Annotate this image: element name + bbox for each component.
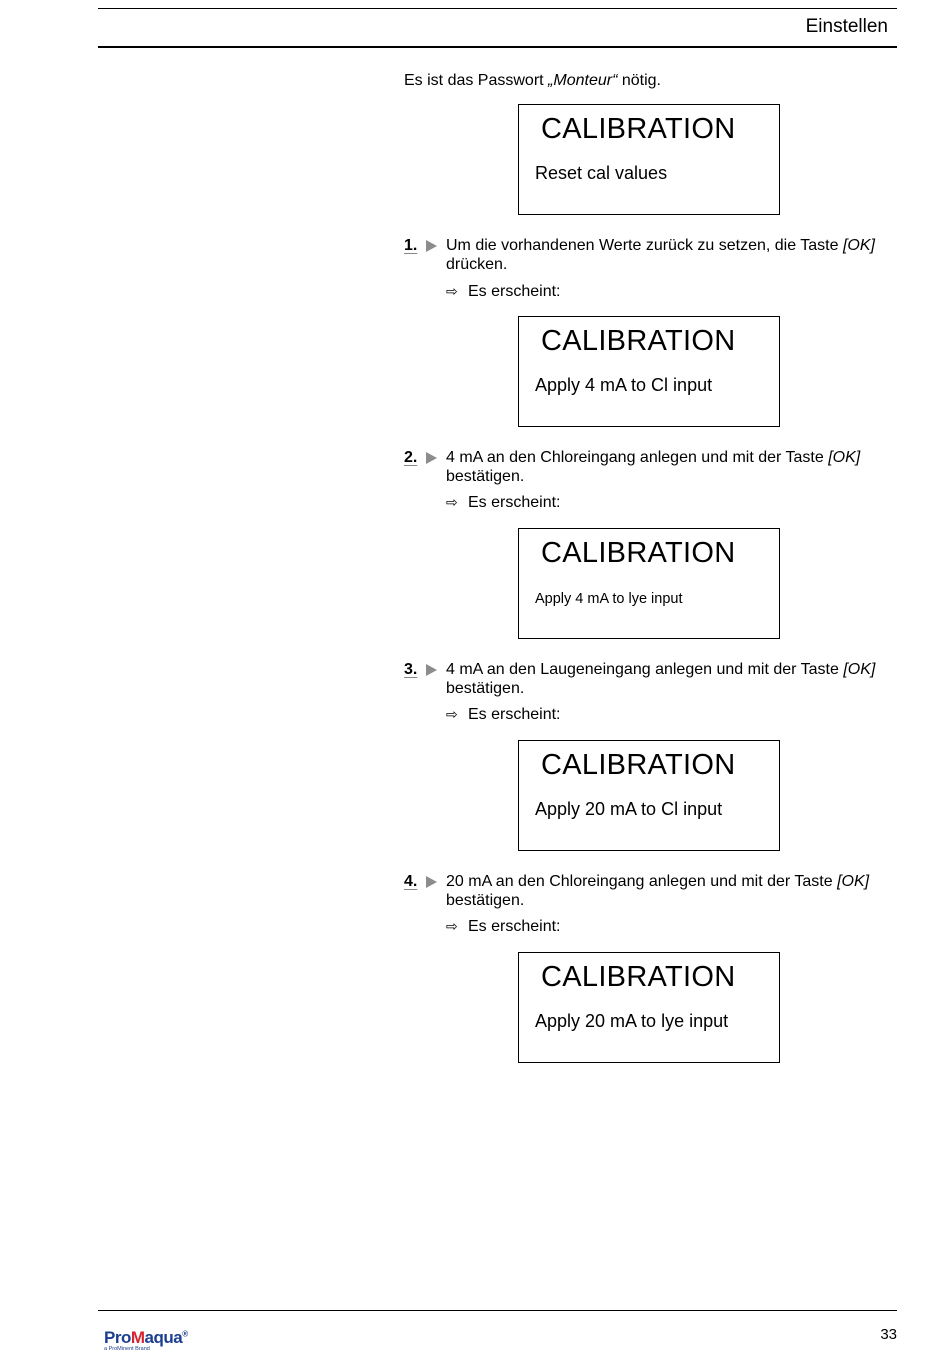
ok-key-label: [OK]	[842, 237, 875, 254]
ok-key-label: [OK]	[828, 449, 861, 466]
display-line: Apply 4 mA to Cl input	[535, 375, 713, 395]
section-title: Einstellen	[805, 16, 888, 37]
ok-key-label: [OK]	[837, 873, 870, 890]
calibration-display	[518, 740, 780, 851]
step-text	[446, 660, 901, 698]
logo-aqua: aqua	[144, 1328, 183, 1347]
calibration-display	[518, 952, 780, 1063]
step-instruction: Um die vorhandenen Werte zurück zu setzen, die Taste	[446, 237, 843, 254]
result-arrow-icon: ⇨	[446, 283, 458, 299]
top-rule	[98, 8, 897, 9]
step-instruction-end: bestätigen.	[446, 468, 525, 485]
logo-m: M	[130, 1328, 145, 1347]
result-text: Es erscheint:	[468, 918, 561, 935]
display-title: CALIBRATION	[541, 537, 736, 569]
result-text: Es erscheint:	[468, 494, 561, 511]
step-text	[446, 448, 901, 486]
step-instruction: 4 mA an den Chloreingang anlegen und mit der Taste	[446, 449, 829, 466]
result-arrow-icon: ⇨	[446, 918, 458, 934]
header-rule	[98, 46, 897, 48]
step-instruction-end: drücken.	[446, 256, 508, 273]
page-number: 33	[880, 1326, 897, 1343]
step-arrow-icon	[426, 664, 437, 676]
password-note-text: Es ist das Passwort	[404, 72, 549, 89]
display-title: CALIBRATION	[541, 961, 736, 993]
step-instruction: 4 mA an den Laugeneingang anlegen und mit der Taste	[446, 661, 844, 678]
step-instruction-end: bestätigen.	[446, 680, 525, 697]
step-result	[446, 283, 560, 301]
logo-registered: ®	[182, 1329, 188, 1339]
calibration-display	[518, 316, 780, 427]
step-arrow-icon	[426, 452, 437, 464]
step-number: 1.	[404, 237, 418, 254]
ok-key-label: [OK]	[843, 661, 876, 678]
result-text: Es erscheint:	[468, 706, 561, 723]
promaqua-logo	[104, 1328, 188, 1352]
step-arrow-icon	[426, 240, 437, 252]
display-line: Apply 4 mA to lye input	[535, 591, 683, 607]
display-title: CALIBRATION	[541, 113, 736, 145]
step-result	[446, 918, 560, 936]
step-text	[446, 872, 901, 910]
logo-wordmark	[104, 1328, 188, 1348]
logo-pro: Pro	[104, 1328, 131, 1347]
step-result	[446, 706, 560, 724]
display-line: Apply 20 mA to Cl input	[535, 799, 723, 819]
calibration-display	[518, 104, 780, 215]
step-text	[446, 236, 901, 274]
step-number: 2.	[404, 449, 418, 466]
step-number: 3.	[404, 661, 418, 678]
display-title: CALIBRATION	[541, 749, 736, 781]
password-note	[404, 72, 661, 90]
footer-rule	[98, 1310, 897, 1311]
calibration-display	[518, 528, 780, 639]
display-title: CALIBRATION	[541, 325, 736, 357]
step-number: 4.	[404, 873, 418, 890]
display-line: Apply 20 mA to lye input	[535, 1011, 729, 1031]
display-line: Reset cal values	[535, 163, 668, 183]
step-arrow-icon	[426, 876, 437, 888]
result-text: Es erscheint:	[468, 283, 561, 300]
result-arrow-icon: ⇨	[446, 706, 458, 722]
step-result	[446, 494, 560, 512]
result-arrow-icon: ⇨	[446, 494, 458, 510]
step-instruction-end: bestätigen.	[446, 892, 525, 909]
step-instruction: 20 mA an den Chloreingang anlegen und mit der Taste	[446, 873, 838, 890]
logo-tagline: a ProMinent Brand	[104, 1346, 150, 1352]
password-name: „Monteur“	[548, 72, 618, 89]
password-note-end: nötig.	[617, 72, 661, 89]
